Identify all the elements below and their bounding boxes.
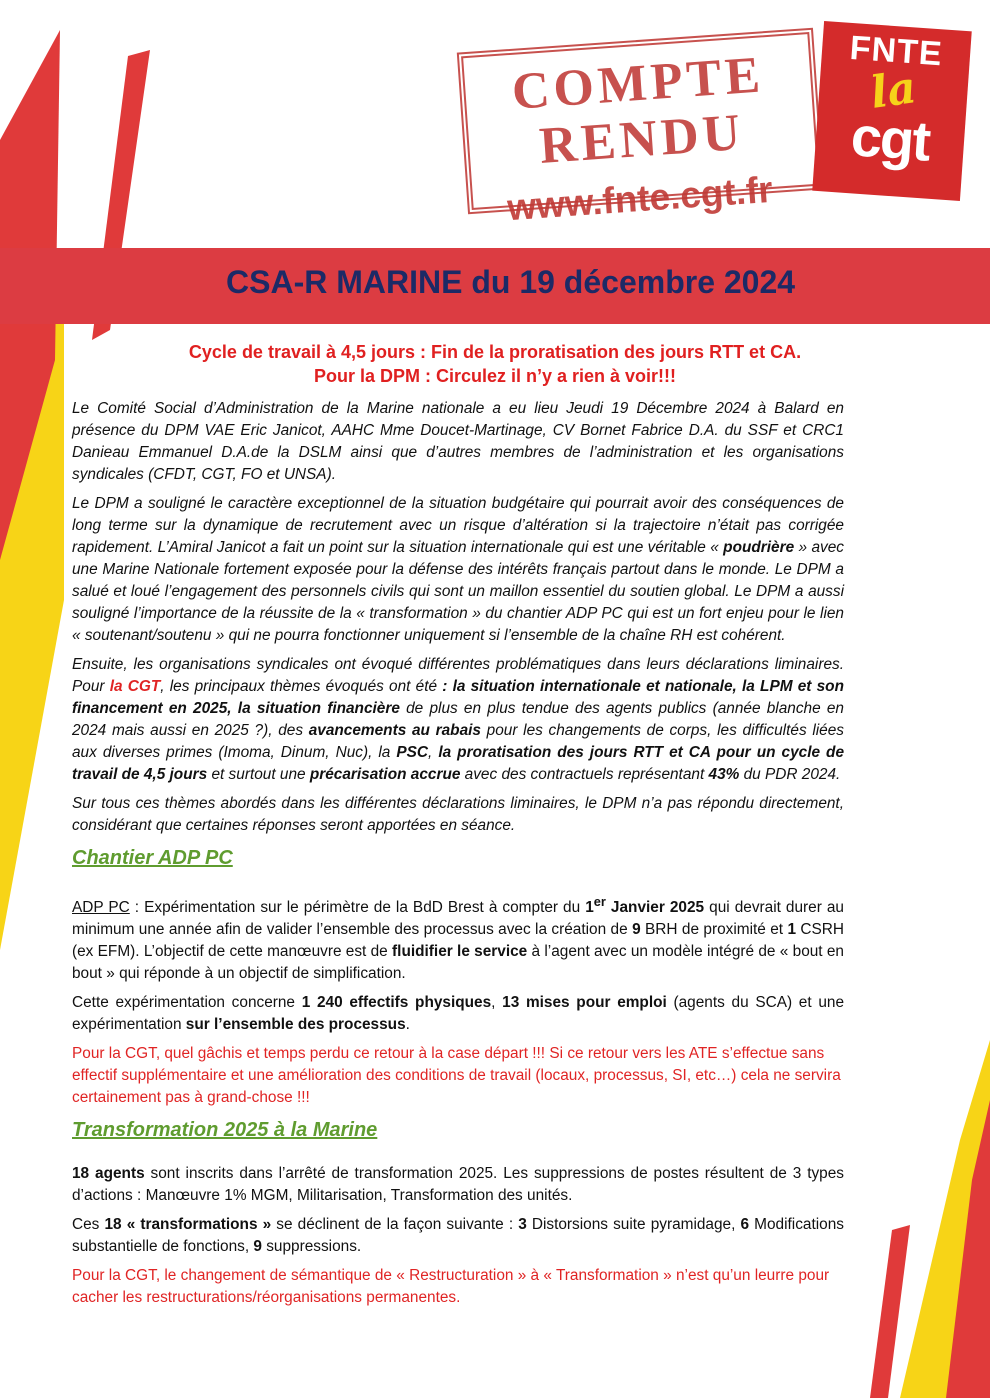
- subtitle: [70, 340, 920, 388]
- transformation-paragraph: 18 agents sont inscrits dans l’arrêté de transformation 2025. Les suppressions de postes résultent de 3 types d’actions : Manœuvre 1% MGM, Militarisation, Transformation des unités.: [72, 1165, 844, 1205]
- stamp-line-1: COMPTE: [510, 46, 766, 121]
- transformations-breakdown: Ces 18 « transformations » se déclinent de la façon suivante : 3 Distorsions suite pyramidage, 6 Modifications substantielle de fonctions, 9 suppressions.: [72, 1216, 844, 1256]
- logo-la: la: [867, 62, 920, 119]
- cgt-opinion-adp: Pour la CGT, quel gâchis et temps perdu ce retour à la case départ !!! Si ce retour vers les ATE s’effectue sans effectif supplémentaire et une amélioration des conditions de travail (locaux, processus, SI, etc…) cela ne servira certainement pas à grand-chose !!!: [72, 1045, 841, 1107]
- dpm-response-paragraph: Sur tous ces thèmes abordés dans les différentes déclarations liminaires, le DPM n’a pas répondu directement, considérant que certaines réponses seront apportées en séance.: [72, 795, 844, 834]
- subtitle-line-2: Pour la DPM : Circulez il n’y a rien à voir!!!: [313, 366, 677, 386]
- page-title: CSA-R MARINE du 19 décembre 2024: [226, 264, 796, 300]
- dpm-paragraph: Le DPM a souligné le caractère exceptionnel de la situation budgétaire qui pourrait avoir des conséquences de long terme sur la dynamique de recrutement avec un risque d’altération si la trajectoire n’était pas corrigée rapidement. L’Amiral Janicot a fait un point sur la situation internationale qui est une véritable « poudrière » avec une Marine Nationale fortement exposée pour la défense des intérêts français partout dans le monde. Le DPM a salué et loué l’engagement des personnels civils qui sont un maillon essentiel du soutien global. Le DPM a aussi souligné l’importance de la réussite de la « transformation » du chantier ADP PC qui est un fort enjeu pour le lien « soutenant/soutenu » qui ne pourra fonctionner uniquement si l’ensemble de la chaîne RH est cohérent.: [72, 495, 845, 644]
- stamp-line-2: RENDU: [537, 103, 746, 176]
- cgt-opinion-transformation: Pour la CGT, le changement de sémantique de « Restructuration » à « Transformation » n’est qu’un leurre pour cacher les restructurations/réorganisations permanentes.: [72, 1267, 830, 1307]
- experimentation-paragraph: Cette expérimentation concerne 1 240 effectifs physiques, 13 mises pour emploi (agents du SCA) et une expérimentation sur l’ensemble des processus.: [72, 994, 845, 1034]
- section-heading-adp-pc: Chantier ADP PC: [72, 847, 233, 869]
- logo-fnte: FNTE: [848, 28, 944, 74]
- logo-cgt: cgt: [848, 104, 932, 173]
- title-band: [0, 248, 990, 324]
- section-heading-transformation: Transformation 2025 à la Marine: [72, 1119, 378, 1142]
- fnte-cgt-logo: [812, 21, 971, 201]
- cgt-themes-paragraph: Ensuite, les organisations syndicales ont évoqué différentes problématiques dans leurs déclarations liminaires. Pour la CGT, les principaux thèmes évoqués ont été : la situation internationale et nationale, la LPM et son financement en 2025, la situation financière de plus en plus tendue des agents publics (année blanche en 2024 mais aussi en 2025 ?), des avancements au rabais pour les changements de corps, les difficultés liées aux diverses primes (Imoma, Dinum, Nuc), la PSC, la proratisation des jours RTT et CA pour un cycle de travail de 4,5 jours et surtout une précarisation accrue avec des contractuels représentant 43% du PDR 2024.: [72, 656, 845, 783]
- right-decoration: [850, 1000, 990, 1398]
- intro-paragraph: Le Comité Social d’Administration de la Marine nationale a eu lieu Jeudi 19 Décembre 2024 à Balard en présence du DPM VAE Eric Janicot, AAHC Mme Doucet-Martinage, CV Bornet Fabrice D.A. du SSF et CRC1 Danieau Emmanuel D.A.de la DSLM ainsi que d’autres membres de l’administration et les organisations syndicales (CFDT, CGT, FO et UNSA).: [72, 400, 844, 483]
- right-red-stripe: [870, 1225, 910, 1398]
- subtitle-line-1: Cycle de travail à 4,5 jours : Fin de la proratisation des jours RTT et CA.: [188, 342, 802, 362]
- document-body: [72, 398, 844, 1316]
- website-link[interactable]: www.fnte.cgt.fr: [505, 168, 774, 229]
- adp-pc-paragraph: ADP PC : Expérimentation sur le périmètre de la BdD Brest à compter du 1er Janvier 2025 qui devrait durer au minimum une année afin de valider l’ensemble des processus avec la création de 9 BRH de proximité et 1 CSRH (ex EFM). L’objectif de cette manœuvre est de fluidifier le service à l’agent avec un modèle intégré de « bout en bout » qui réponde à un objectif de simplification.: [72, 894, 844, 983]
